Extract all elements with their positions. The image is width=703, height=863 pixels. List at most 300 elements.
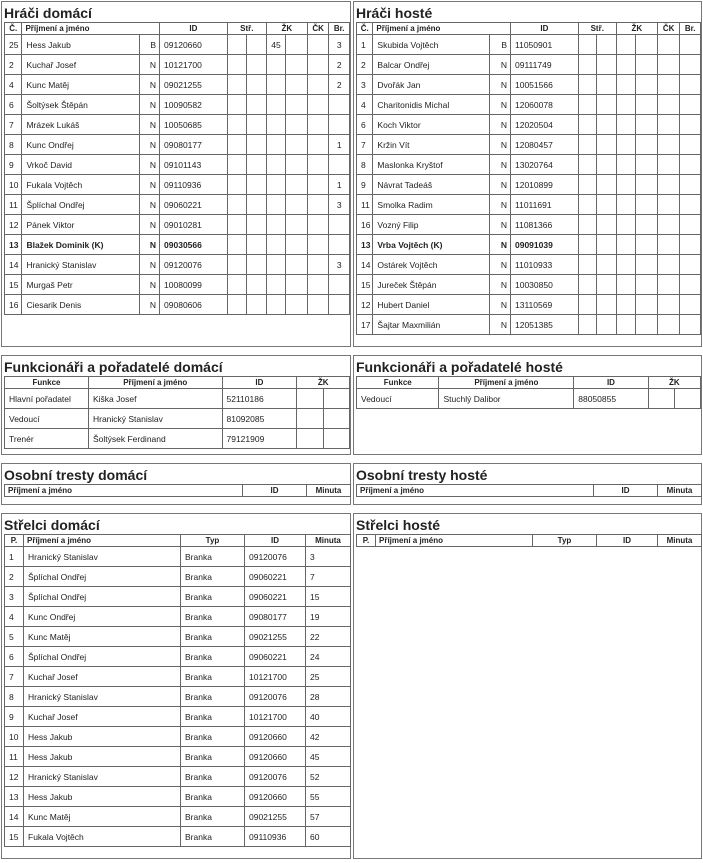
player-str-a [227,295,247,315]
player-row [5,175,350,195]
col-ck: ČK [657,23,680,35]
player-str-b [247,95,267,115]
guest-scorers-title: Střelci hosté [356,517,441,533]
player-br [329,235,350,255]
scorer-name: Kuchař Josef [24,707,181,727]
player-name: Šajtar Maxmilián [373,315,490,335]
player-id: 10121700 [160,55,228,75]
col-id: ID [222,377,297,389]
player-flag: N [490,55,511,75]
player-name: Kržin Vít [373,135,490,155]
official-id: 79121909 [222,429,297,449]
col-minute: Minuta [658,535,702,547]
guest-officials-panel [353,355,702,455]
official-row [357,389,701,409]
player-number: 15 [5,275,22,295]
player-flag: N [139,95,160,115]
scorer-minute: 25 [306,667,351,687]
player-number: 1 [357,35,373,55]
player-br [680,315,701,335]
player-number: 16 [5,295,22,315]
player-name: Blažek Dominik (K) [22,235,139,255]
guest-players-table [356,22,701,335]
player-flag: N [139,175,160,195]
player-zk-b [636,255,658,275]
player-number: 6 [5,95,22,115]
scorer-row [5,567,351,587]
player-br [680,295,701,315]
scorer-row [5,547,351,567]
player-str-b [597,315,617,335]
player-zk [616,275,636,295]
player-br [680,155,701,175]
player-zk [616,215,636,235]
player-number: 4 [357,95,373,115]
player-zk [616,135,636,155]
player-number: 2 [5,55,22,75]
player-str-a [227,135,247,155]
player-str-b [597,95,617,115]
player-row [5,75,350,95]
guest-players-header-row [357,23,701,35]
player-str-b [247,155,267,175]
scorer-number: 4 [5,607,24,627]
col-zk: ŽK [297,377,350,389]
player-name: Vozný Filip [373,215,490,235]
player-zk-b [286,55,308,75]
official-zk-a [648,389,674,409]
player-zk-b [636,195,658,215]
player-row [5,215,350,235]
player-str-b [247,175,267,195]
player-br [680,195,701,215]
scorer-row [5,767,351,787]
player-str-a [578,175,596,195]
player-flag: N [490,295,511,315]
player-flag: N [139,135,160,155]
player-ck [307,75,329,95]
player-str-a [578,135,596,155]
player-name: Šplíchal Ondřej [22,195,139,215]
player-br [680,215,701,235]
player-row [5,195,350,215]
player-br [329,155,350,175]
player-id: 10090582 [160,95,228,115]
player-flag: N [490,195,511,215]
guest-penalties-header-row [357,485,702,497]
player-flag: N [139,75,160,95]
player-number: 14 [5,255,22,275]
player-id: 09080606 [160,295,228,315]
player-zk-b [636,75,658,95]
guest-penalties-title: Osobní tresty hosté [356,467,488,483]
col-name: Příjmení a jméno [22,23,160,35]
home-scorers-panel [1,513,351,859]
player-zk [266,235,286,255]
player-name: Hubert Daniel [373,295,490,315]
player-row [5,295,350,315]
col-type: Typ [181,535,245,547]
scorer-type: Branka [181,807,245,827]
player-id: 12051385 [511,315,579,335]
player-zk [266,95,286,115]
player-flag: N [490,315,511,335]
player-id: 11010933 [511,255,579,275]
player-name: Pánek Viktor [22,215,139,235]
scorer-minute: 42 [306,727,351,747]
player-str-b [597,175,617,195]
player-name: Vrkoč David [22,155,139,175]
player-ck [657,95,680,115]
player-ck [657,155,680,175]
scorer-number: 15 [5,827,24,847]
player-ck [657,315,680,335]
player-number: 9 [357,175,373,195]
scorer-name: Kunc Matěj [24,627,181,647]
official-zk-b [323,409,349,429]
player-number: 6 [357,115,373,135]
scorer-id: 09080177 [245,607,306,627]
player-id: 09120076 [160,255,228,275]
guest-scorers-header-row [357,535,702,547]
player-zk [616,155,636,175]
player-row [5,275,350,295]
scorer-number: 11 [5,747,24,767]
scorer-name: Fukala Vojtěch [24,827,181,847]
col-id: ID [511,23,579,35]
official-row [5,429,350,449]
player-br [680,135,701,155]
guest-officials-header-row [357,377,701,389]
col-name: Příjmení a jméno [24,535,181,547]
col-br: Br. [680,23,701,35]
official-zk-a [297,429,323,449]
scorer-row [5,827,351,847]
scorer-id: 09120076 [245,687,306,707]
player-zk-b [636,315,658,335]
scorer-id: 09110936 [245,827,306,847]
col-br: Br. [329,23,350,35]
player-flag: N [490,215,511,235]
player-row [5,155,350,175]
col-p: P. [5,535,24,547]
player-zk [616,95,636,115]
player-str-a [578,35,596,55]
scorer-name: Kunc Ondřej [24,607,181,627]
player-ck [657,75,680,95]
col-role: Funkce [357,377,439,389]
player-ck [307,215,329,235]
col-role: Funkce [5,377,89,389]
player-str-a [227,275,247,295]
scorer-name: Hranický Stanislav [24,687,181,707]
player-id: 13020764 [511,155,579,175]
player-row [357,55,701,75]
player-number: 17 [357,315,373,335]
scorer-minute: 28 [306,687,351,707]
player-str-b [597,135,617,155]
scorer-id: 09060221 [245,647,306,667]
player-id: 09080177 [160,135,228,155]
player-str-a [227,235,247,255]
scorer-row [5,747,351,767]
scorer-number: 13 [5,787,24,807]
scorer-minute: 15 [306,587,351,607]
official-id: 88050855 [574,389,648,409]
home-officials-header-row [5,377,350,389]
player-zk-b [636,35,658,55]
player-str-b [597,275,617,295]
scorer-type: Branka [181,667,245,687]
player-flag: N [139,115,160,135]
player-id: 10030850 [511,275,579,295]
player-br [329,275,350,295]
home-officials-panel [1,355,351,455]
player-str-a [578,235,596,255]
col-no: Č. [357,23,373,35]
official-role: Trenér [5,429,89,449]
player-zk [266,215,286,235]
col-name: Příjmení a jméno [88,377,222,389]
player-zk-b [636,135,658,155]
player-name: Skubida Vojtěch [373,35,490,55]
player-row [5,255,350,275]
player-number: 8 [357,155,373,175]
player-str-b [247,195,267,215]
scorer-number: 12 [5,767,24,787]
col-name: Příjmení a jméno [376,535,533,547]
player-name: Charitonidis Michal [373,95,490,115]
home-scorers-header-row [5,535,351,547]
scorer-id: 09021255 [245,807,306,827]
player-str-b [597,295,617,315]
player-ck [307,175,329,195]
player-str-a [227,195,247,215]
scorer-number: 7 [5,667,24,687]
player-number: 4 [5,75,22,95]
player-str-a [227,55,247,75]
player-str-a [578,295,596,315]
player-row [357,115,701,135]
player-row [357,135,701,155]
player-flag: N [490,235,511,255]
player-str-a [227,115,247,135]
player-zk [616,195,636,215]
player-flag: N [139,215,160,235]
scorer-id: 09120660 [245,727,306,747]
home-players-header-row [5,23,350,35]
col-minute: Minuta [307,485,351,497]
player-str-a [578,115,596,135]
scorer-minute: 40 [306,707,351,727]
player-number: 25 [5,35,22,55]
guest-officials-table [356,376,701,409]
scorer-number: 9 [5,707,24,727]
player-name: Dvořák Jan [373,75,490,95]
col-type: Typ [533,535,597,547]
player-ck [657,275,680,295]
player-zk-b [286,135,308,155]
player-name: Ostárek Vojtěch [373,255,490,275]
player-zk-b [636,115,658,135]
player-zk-b [286,295,308,315]
player-flag: N [490,275,511,295]
player-zk-b [286,175,308,195]
guest-penalties-panel [353,463,702,505]
player-id: 11011691 [511,195,579,215]
player-row [357,215,701,235]
player-ck [657,175,680,195]
player-zk [266,295,286,315]
player-name: Fukala Vojtěch [22,175,139,195]
player-id: 09101143 [160,155,228,175]
player-name: Vrba Vojtěch (K) [373,235,490,255]
official-name: Stuchlý Dalibor [439,389,574,409]
player-row [357,255,701,275]
col-zk: ŽK [648,377,700,389]
scorer-type: Branka [181,567,245,587]
scorer-name: Hess Jakub [24,787,181,807]
player-row [357,315,701,335]
scorer-type: Branka [181,827,245,847]
player-id: 12020504 [511,115,579,135]
scorer-id: 09120660 [245,787,306,807]
player-flag: N [139,155,160,175]
player-flag: N [490,255,511,275]
player-number: 3 [357,75,373,95]
official-row [5,389,350,409]
player-id: 11050901 [511,35,579,55]
col-name: Příjmení a jméno [373,23,511,35]
scorer-row [5,707,351,727]
col-minute: Minuta [658,485,702,497]
scorer-name: Kunc Matěj [24,807,181,827]
player-zk [266,255,286,275]
player-str-a [227,175,247,195]
player-flag: N [139,55,160,75]
player-flag: N [490,95,511,115]
player-br [680,175,701,195]
col-id: ID [160,23,228,35]
scorer-id: 10121700 [245,667,306,687]
player-row [357,235,701,255]
player-ck [307,235,329,255]
player-ck [657,115,680,135]
player-row [357,95,701,115]
player-flag: N [139,255,160,275]
scorer-minute: 57 [306,807,351,827]
player-zk [616,75,636,95]
player-number: 13 [357,235,373,255]
player-number: 12 [5,215,22,235]
scorer-minute: 19 [306,607,351,627]
col-id: ID [245,535,306,547]
player-ck [657,195,680,215]
player-zk-b [286,35,308,55]
player-zk-b [636,215,658,235]
player-br [680,235,701,255]
home-scorers-title: Střelci domácí [4,517,100,533]
player-zk [266,275,286,295]
player-id: 09030566 [160,235,228,255]
scorer-type: Branka [181,707,245,727]
official-row [5,409,350,429]
player-str-b [247,295,267,315]
player-name: Kunc Ondřej [22,135,139,155]
player-br [680,75,701,95]
player-zk [266,115,286,135]
player-str-a [227,95,247,115]
player-row [5,95,350,115]
player-flag: N [490,135,511,155]
player-flag: B [139,35,160,55]
player-flag: N [490,75,511,95]
player-ck [307,95,329,115]
player-str-b [247,115,267,135]
player-ck [307,55,329,75]
scorer-minute: 60 [306,827,351,847]
guest-players-body [357,35,701,335]
player-id: 12060078 [511,95,579,115]
player-zk-b [286,215,308,235]
player-br: 1 [329,175,350,195]
player-row [357,35,701,55]
player-flag: N [490,155,511,175]
official-name: Kiška Josef [88,389,222,409]
player-name: Koch Viktor [373,115,490,135]
player-flag: N [139,275,160,295]
scorer-type: Branka [181,767,245,787]
player-zk [616,175,636,195]
player-flag: N [490,115,511,135]
home-players-panel [1,1,351,347]
player-id: 09091039 [511,235,579,255]
player-str-a [578,275,596,295]
official-id: 52110186 [222,389,297,409]
home-players-table [4,22,350,315]
player-str-a [578,55,596,75]
player-zk-b [286,255,308,275]
scorer-id: 09021255 [245,627,306,647]
official-id: 81092085 [222,409,297,429]
player-zk [616,115,636,135]
player-str-a [227,215,247,235]
player-str-b [247,215,267,235]
scorer-row [5,727,351,747]
player-br [680,55,701,75]
player-ck [657,55,680,75]
col-id: ID [574,377,648,389]
guest-scorers-table [356,534,702,547]
player-str-b [247,255,267,275]
player-ck [657,255,680,275]
player-name: Kunc Matěj [22,75,139,95]
player-name: Mrázek Lukáš [22,115,139,135]
player-str-b [247,275,267,295]
player-number: 16 [357,215,373,235]
scorer-number: 10 [5,727,24,747]
scorer-name: Šplíchal Ondřej [24,647,181,667]
scorer-row [5,807,351,827]
home-scorers-table [4,534,351,847]
guest-penalties-table [356,484,702,497]
player-flag: B [490,35,511,55]
scorer-name: Šplíchal Ondřej [24,587,181,607]
player-zk-b [636,175,658,195]
player-number: 12 [357,295,373,315]
scorer-minute: 45 [306,747,351,767]
player-br [329,115,350,135]
